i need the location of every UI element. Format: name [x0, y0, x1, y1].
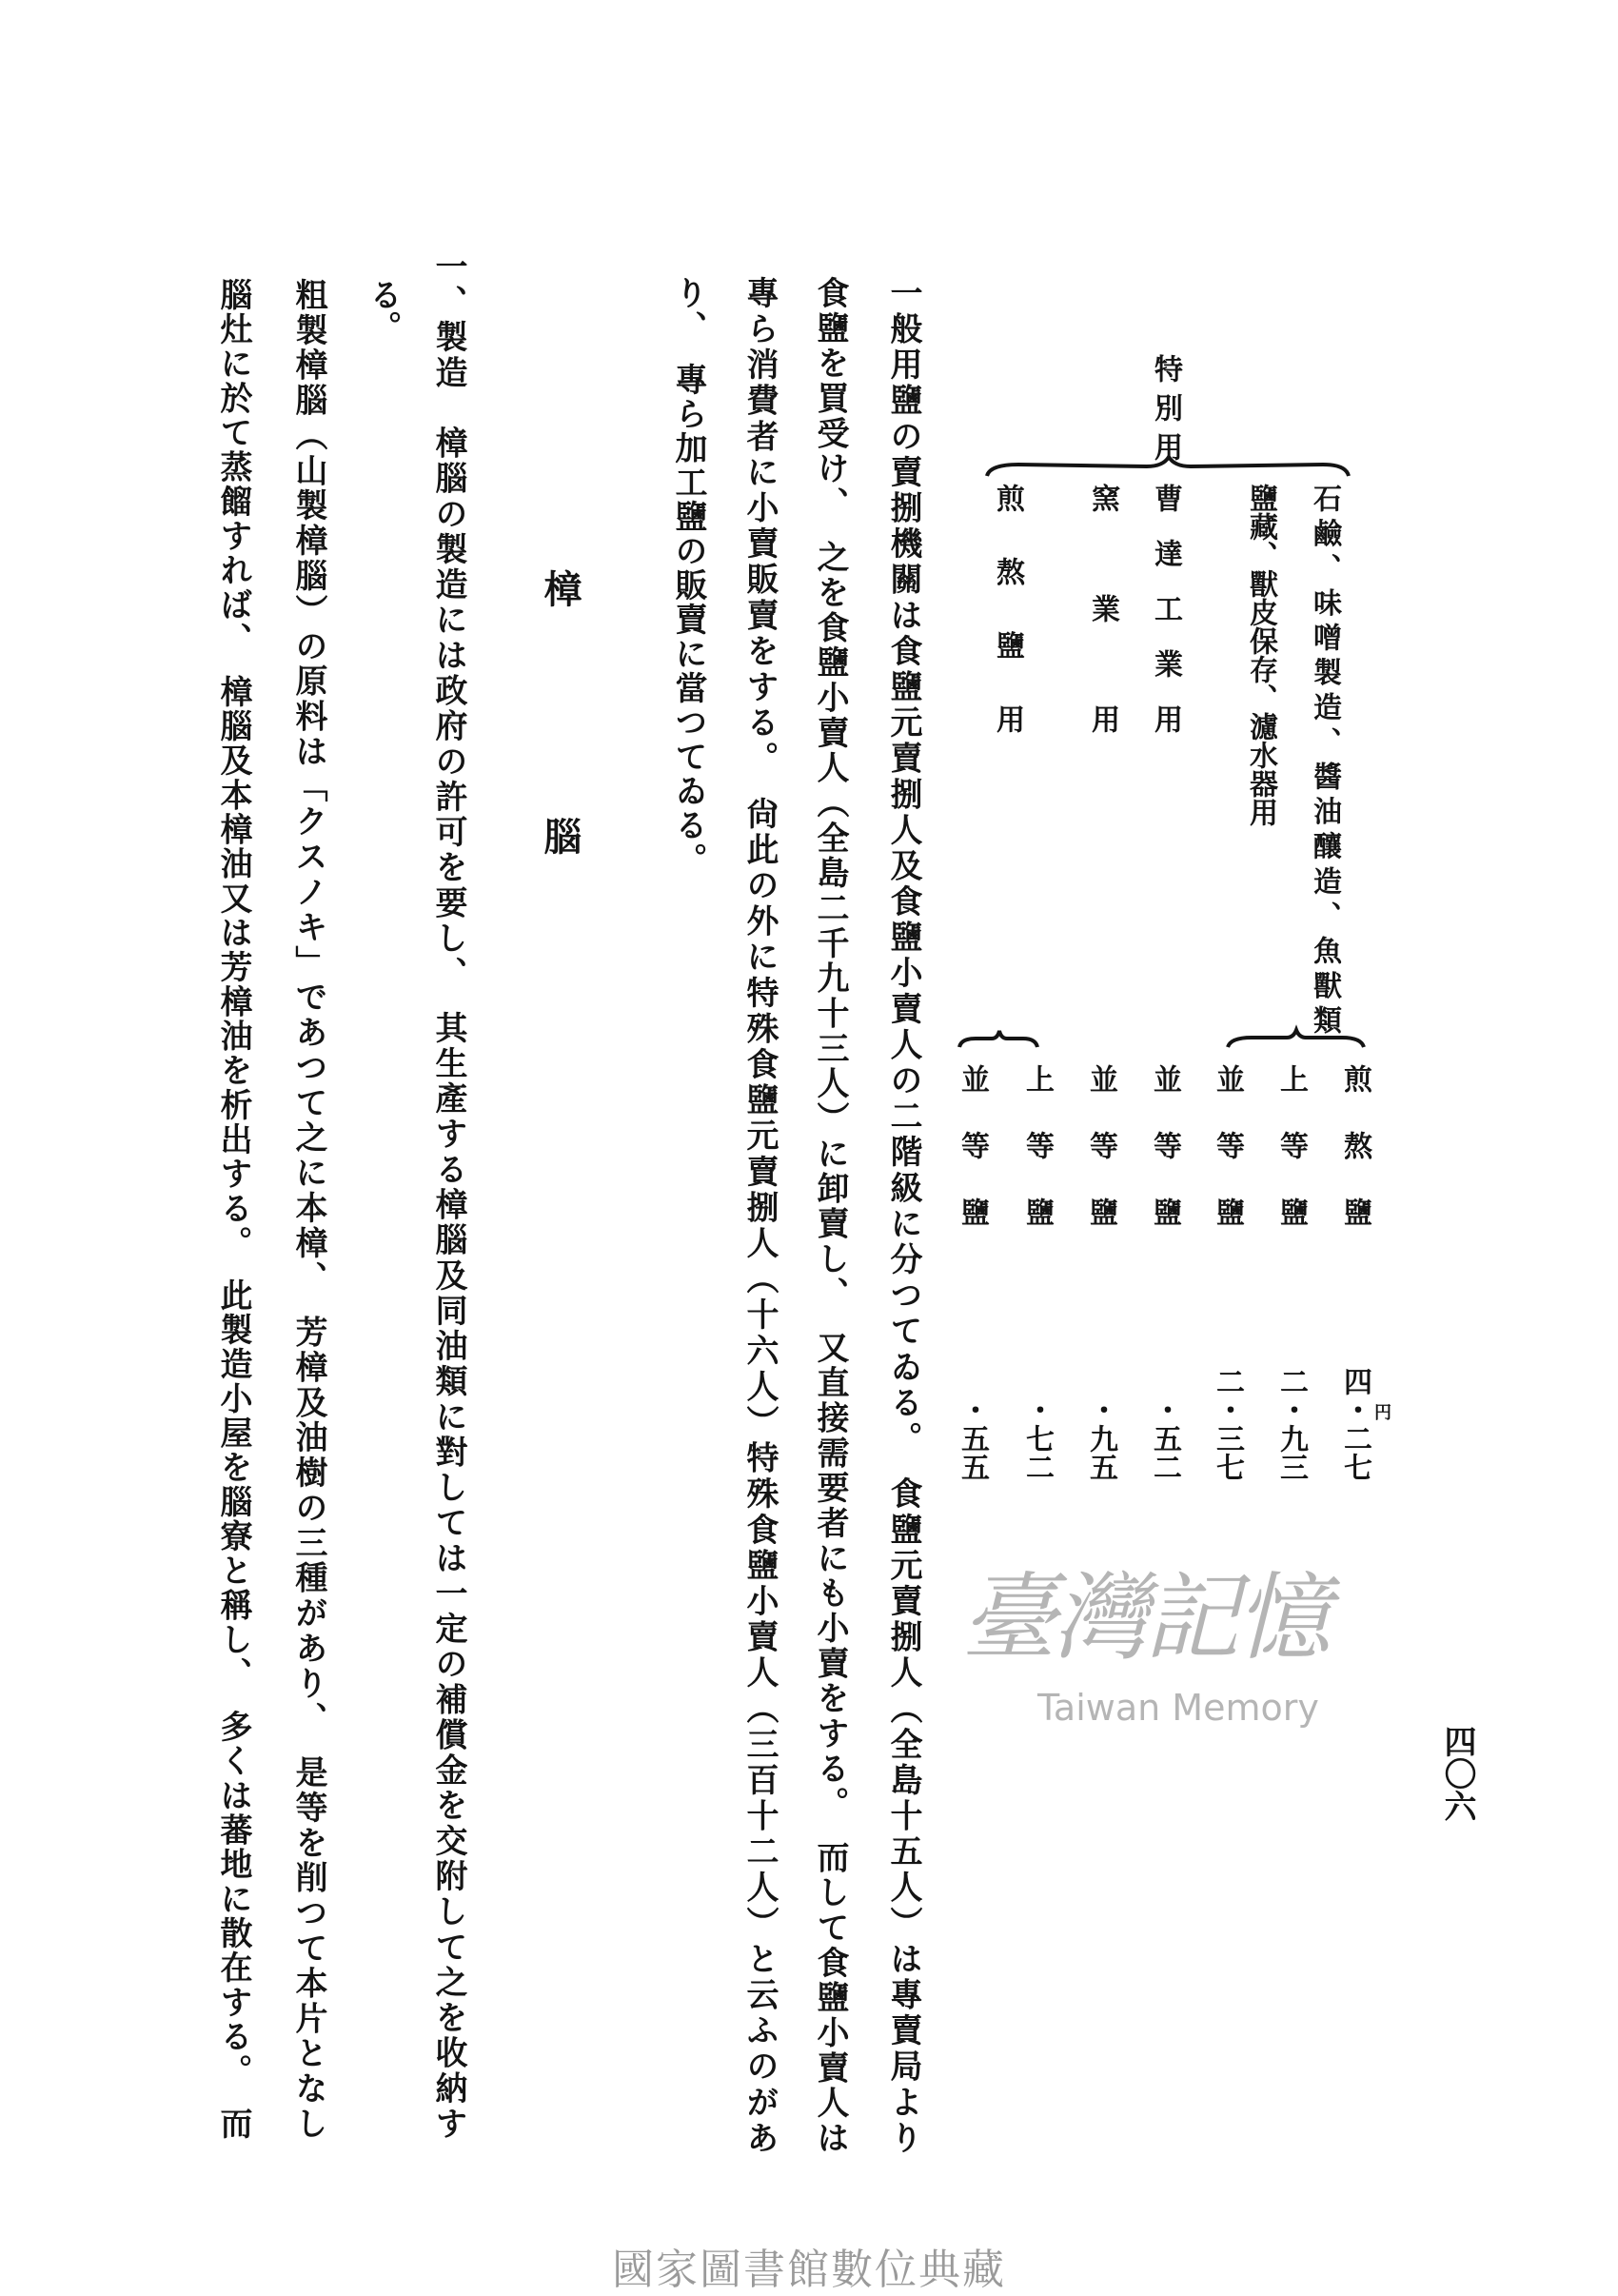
group-label-special-use: 特別用 — [1149, 354, 1182, 461]
text-line: 專ら消費者に小賣販賣をする。 尙此の外に特殊食鹽元賣捌人（十六人）特殊食鹽小賣人（三百十二人）と云ふのがあ — [740, 276, 779, 2153]
salt-price: ・五五 — [956, 1395, 989, 1481]
salt-grade: 上等鹽 — [1020, 1064, 1054, 1226]
salt-price: ・九五 — [1084, 1395, 1117, 1481]
salt-price: ・五二 — [1148, 1395, 1181, 1481]
text-line: る。 — [364, 278, 402, 343]
use-category: 石鹼、味噌製造、醬油釀造、魚獸類 — [1308, 484, 1341, 1034]
use-category: 窯業用 — [1086, 484, 1119, 733]
watermark-caption: Taiwan Memory — [1037, 1687, 1319, 1729]
salt-grade: 並等鹽 — [956, 1064, 989, 1226]
section-heading-char: 腦 — [538, 817, 582, 855]
price-unit: 円 — [1374, 1403, 1391, 1423]
text-line: 一般用鹽の賣捌機關は食鹽元賣捌人及食鹽小賣人の二階級に分つてゐる。 食鹽元賣捌人（全島十五人）は專賣局より — [884, 276, 922, 2153]
text-line: 腦灶に於て蒸餾すれば、 樟腦及本樟油又は芳樟油を析出する。 此製造小屋を腦寮と稱し、 多くは蕃地に散在する。 而 — [214, 278, 252, 2139]
salt-price: 二・九三 — [1274, 1367, 1308, 1481]
page-number: 四〇六 — [1438, 1725, 1476, 1822]
brace-soap-group — [1228, 1030, 1364, 1047]
text-line: 食鹽を買受け、 之を食鹽小賣人（全島二千九十三人）に卸賣し、 又直接需要者にも小賣をする。 而して食鹽小賣人は — [811, 276, 849, 2153]
salt-grade: 上等鹽 — [1274, 1064, 1308, 1226]
archive-footer: 國家圖書館數位典藏 — [612, 2246, 1006, 2294]
section-heading-char: 樟 — [538, 569, 582, 607]
salt-grade: 並等鹽 — [1084, 1064, 1117, 1226]
salt-price: ・七二 — [1020, 1395, 1054, 1481]
brace-boiled-salt-group — [959, 1031, 1037, 1047]
text-line: り、 專ら加工鹽の販賣に當つてゐる。 — [669, 276, 707, 877]
watermark-logo: 臺灣記憶 — [961, 1562, 1327, 1673]
salt-price: 四・二七 — [1338, 1367, 1371, 1481]
salt-grade: 煎熬鹽 — [1338, 1064, 1371, 1226]
salt-grade: 並等鹽 — [1148, 1064, 1181, 1226]
use-category: 煎熬鹽用 — [991, 484, 1024, 733]
use-category: 鹽藏、獸皮保存、濾水器用 — [1244, 484, 1277, 826]
salt-price: 二・三七 — [1211, 1367, 1244, 1481]
text-line: 一、製造 樟腦の製造には政府の許可を要し、 其生產する樟腦及同油類に對しては一定の補償金を交附して之を收納す — [429, 249, 467, 2140]
use-category: 曹達工業用 — [1149, 484, 1182, 733]
salt-grade: 並等鹽 — [1211, 1064, 1244, 1226]
text-line: 粗製樟腦（山製樟腦）の原料は「クスノキ」であつて之に本樟、 芳樟及油樹の三種があり、 是等を削つて本片となし — [289, 278, 327, 2139]
